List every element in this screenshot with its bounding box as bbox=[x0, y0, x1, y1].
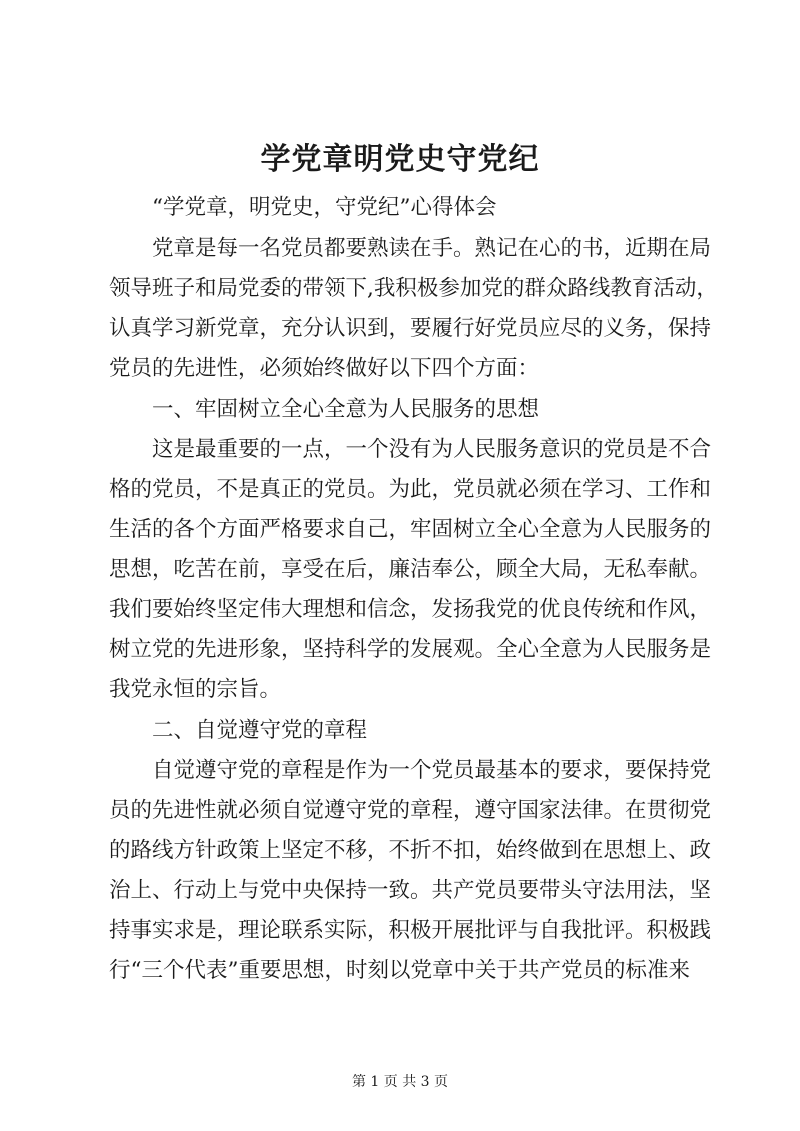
paragraph-line: 我们要始终坚定伟大理想和信念，发扬我党的优良传统和作风， bbox=[109, 597, 712, 622]
paragraph-line: 这是最重要的一点，一个没有为人民服务意识的党员是不合 bbox=[152, 437, 712, 462]
paragraph-line: 持事实求是，理论联系实际，积极开展批评与自我批评。积极践 bbox=[109, 918, 712, 943]
paragraph-line: 认真学习新党章，充分认识到，要履行好党员应尽的义务，保持 bbox=[109, 316, 712, 341]
section-heading: 一、牢固树立全心全意为人民服务的思想 bbox=[152, 397, 540, 422]
paragraph-line: 领导班子和局党委的带领下,我积极参加党的群众路线教育活动， bbox=[109, 276, 718, 301]
section-heading: 二、自觉遵守党的章程 bbox=[152, 718, 368, 743]
paragraph-line: 我党永恒的宗旨。 bbox=[109, 677, 282, 702]
page-footer: 第 1 页 共 3 页 bbox=[351, 1074, 449, 1090]
paragraph-line: 治上、行动上与党中央保持一致。共产党员要带头守法用法，坚 bbox=[109, 878, 712, 903]
paragraph-line: 自觉遵守党的章程是作为一个党员最基本的要求，要保持党 bbox=[152, 758, 712, 783]
paragraph-line: 的路线方针政策上坚定不移，不折不扣，始终做到在思想上、政 bbox=[109, 838, 712, 863]
paragraph-line: 党员的先进性，必须始终做好以下四个方面： bbox=[109, 356, 540, 381]
subtitle-line: “学党章，明党史，守党纪”心得体会 bbox=[152, 195, 497, 220]
document-title: 学党章明党史守党纪 bbox=[260, 142, 540, 177]
paragraph-line: 党章是每一名党员都要熟读在手。熟记在心的书，近期在局 bbox=[152, 236, 712, 261]
paragraph-line: 思想，吃苦在前，享受在后，廉洁奉公，顾全大局，无私奉献。 bbox=[109, 557, 712, 582]
paragraph-line: 格的党员，不是真正的党员。为此，党员就必须在学习、工作和 bbox=[109, 477, 712, 502]
paragraph-line: 生活的各个方面严格要求自己，牢固树立全心全意为人民服务的 bbox=[109, 517, 712, 542]
paragraph-line: 树立党的先进形象，坚持科学的发展观。全心全意为人民服务是 bbox=[109, 637, 712, 662]
paragraph-line: 行“三个代表”重要思想，时刻以党章中关于共产党员的标准来 bbox=[109, 958, 690, 983]
paragraph-line: 员的先进性就必须自觉遵守党的章程，遵守国家法律。在贯彻党 bbox=[109, 798, 712, 823]
